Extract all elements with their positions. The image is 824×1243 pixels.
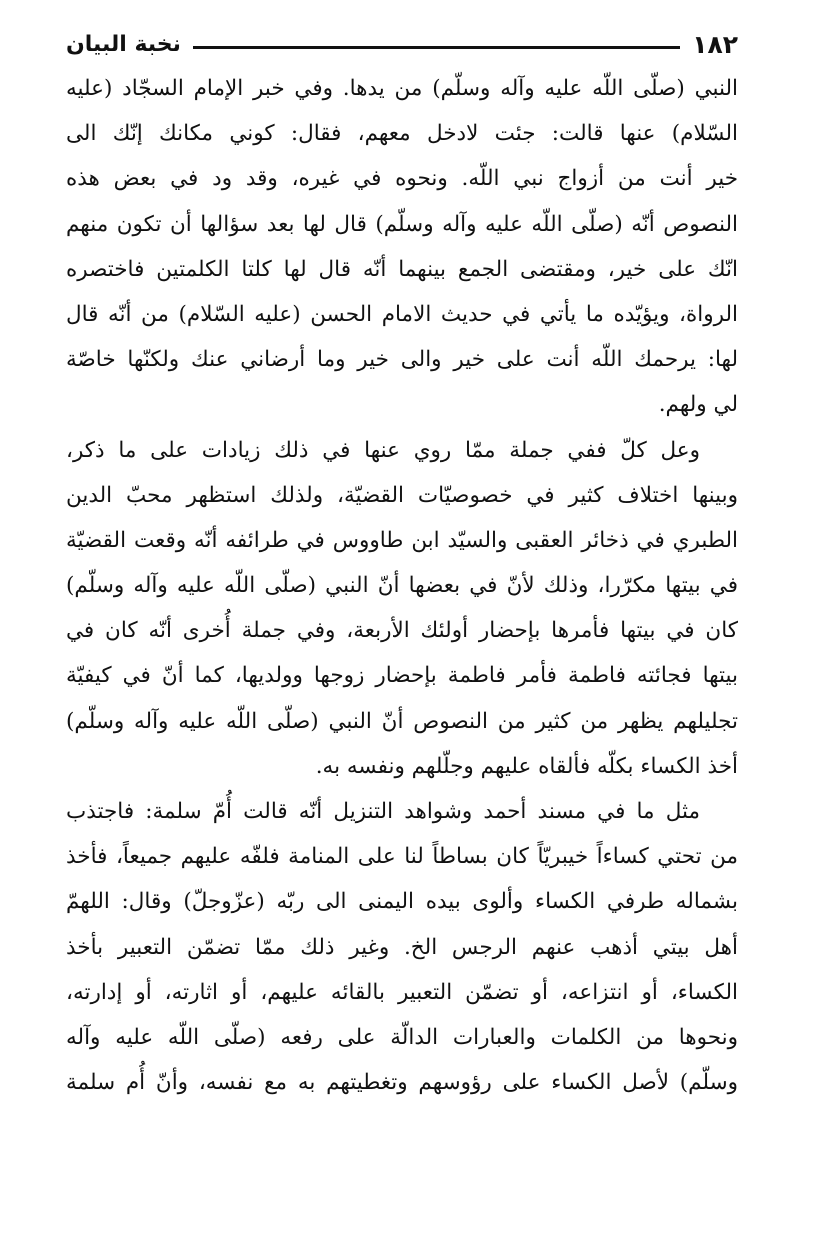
- text-line: أهل بيتي أذهب عنهم الرجس الخ. وغير ذلك ممّا تضمّن التعبير بأخذ: [66, 934, 738, 960]
- text-line: وعل كلّ ففي جملة ممّا روي عنها في ذلك زيادات على ما ذكر،: [66, 437, 700, 463]
- page-number: ١٨٢: [692, 29, 738, 59]
- text-line: النبي (صلّى اللّه عليه وآله وسلّم) من يدها. وفي خبر الإمام السجّاد (عليه: [66, 76, 738, 101]
- text-line: لها: يرحمك اللّه أنت على خير والى خير وما أرضاني عنك ولكنّها خاصّة: [66, 347, 738, 373]
- text-line: الطبري في ذخائر العقبى والسيّد ابن طاووس في طرائفه أنّه وقعت القضيّة: [66, 527, 738, 553]
- text-line: الكساء، أو انتزاعه، أو تضمّن التعبير بالقائه عليهم، أو اثارته، أو إدارته،: [66, 979, 738, 1005]
- text-line: انّك على خير، ومقتضى الجمع بينهما أنّه قال لها كلتا الكلمتين فاختصره: [66, 256, 738, 282]
- book-title: نخبة البيان: [66, 31, 181, 57]
- paragraph-1: [66, 66, 738, 428]
- paragraph-3: [66, 789, 738, 1105]
- text-line: تجليلهم يظهر من كثير من النصوص أنّ النبي (صلّى اللّه عليه وآله وسلّم): [66, 708, 738, 734]
- text-line: وبينها اختلاف كثير في خصوصيّات القضيّة، ولذلك استظهر محبّ الدين: [66, 482, 738, 508]
- text-line: أخذ الكساء بكلّه فألقاه عليهم وجلّلهم ونفسه به.: [315, 753, 738, 779]
- text-line: من تحتي كساءاً خيبريّاً كان بساطاً لنا على المنامة فلفّه عليهم جميعاً، فأخذ: [66, 844, 738, 870]
- text-line: النصوص أنّه (صلّى اللّه عليه وآله وسلّم) قال لها بعد سؤالها أن تكون منهم: [66, 211, 738, 237]
- text-line: خير أنت من أزواج نبي اللّه. ونحوه في غيره، وقد ود في بعض هذه: [66, 166, 738, 192]
- text-line: في بيتها مكرّرا، وذلك لأنّ في بعضها أنّ النبي (صلّى اللّه عليه وآله وسلّم): [66, 573, 738, 599]
- text-line: ونحوها من الكلمات والعبارات الدالّة على رفعه (صلّى اللّه عليه وآله: [66, 1024, 738, 1050]
- text-line: مثل ما في مسند أحمد وشواهد التنزيل أنّه قالت أُمّ سلمة: فاجتذب: [66, 799, 700, 824]
- text-line: بيتها فجائته فاطمة فأمر فاطمة بإحضار زوجها وولديها، كما أنّ في كيفيّة: [66, 663, 738, 689]
- body-text: [66, 66, 738, 1105]
- text-line: بشماله طرفي الكساء وألوى بيده اليمنى الى ربّه (عزّوجلّ) وقال: اللهمّ: [66, 889, 738, 915]
- text-line: لي ولهم.: [658, 392, 738, 418]
- paragraph-2: [66, 428, 738, 790]
- text-line: الرواة، ويؤيّده ما يأتي في حديث الامام الحسن (عليه السّلام) من أنّه قال: [66, 301, 738, 327]
- running-header: [66, 24, 738, 64]
- text-line: كان في بيتها فأمرها بإحضار أولئك الأربعة، وفي جملة أُخرى أنّه كان في: [66, 618, 738, 644]
- header-rule: [193, 46, 680, 49]
- text-line: السّلام) عنها قالت: جئت لادخل معهم، فقال: كوني مكانك إنّك الى: [66, 121, 738, 147]
- text-line: وسلّم) لأصل الكساء على رؤوسهم وتغطيتهم به مع نفسه، وأنّ أُم سلمة: [66, 1070, 738, 1096]
